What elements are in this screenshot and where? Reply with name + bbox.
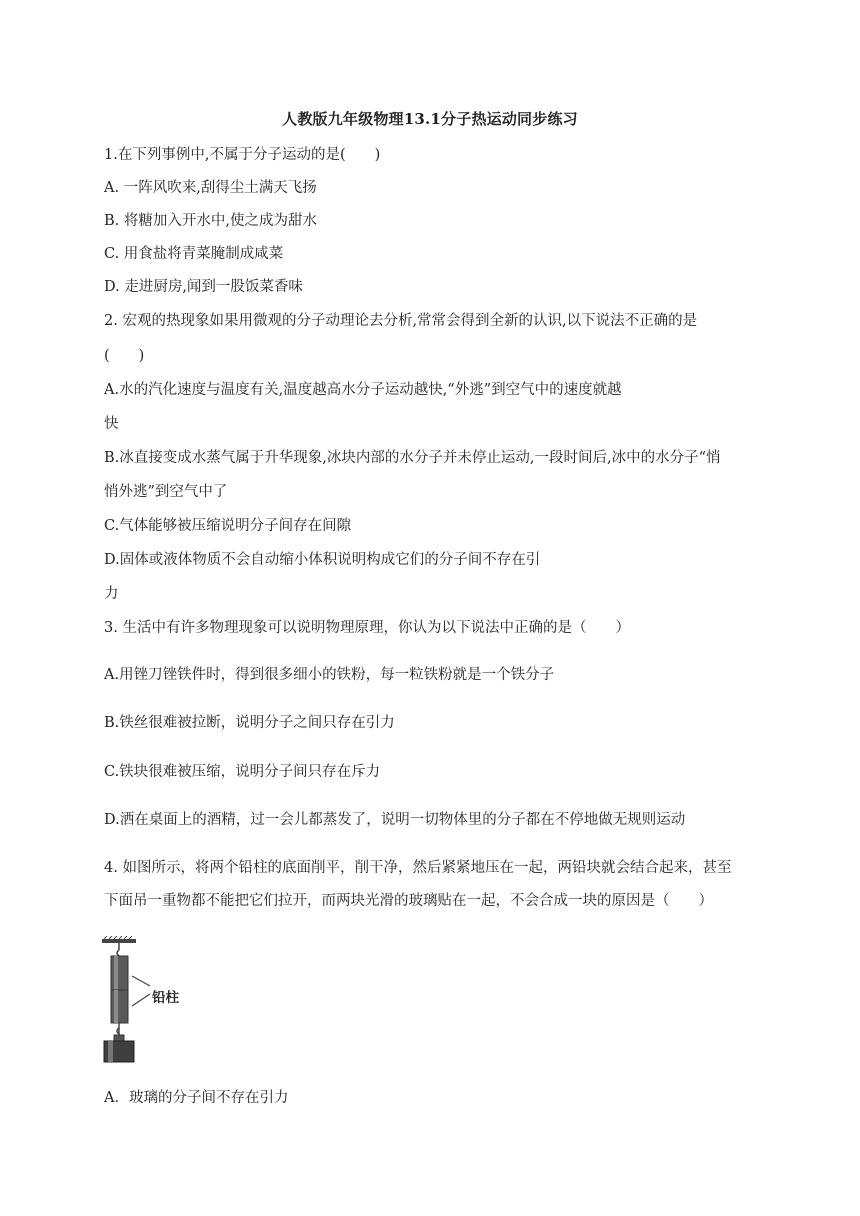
q2-option-d-continued: 力 <box>104 586 119 602</box>
q2-option-b: B.冰直接变成水蒸气属于升华现象,冰块内部的水分子并未停止运动,一段时间后,冰中的水分子“悄 <box>104 450 721 466</box>
q1-option-a: A. 一阵风吹来,刮得尘土满天飞扬 <box>104 180 317 196</box>
q2-stem: 2. 宏观的热现象如果用微观的分子动理论去分析,常常会得到全新的认识,以下说法不正确的是 <box>104 313 698 329</box>
q2-option-a: A.水的汽化速度与温度有关,温度越高水分子运动越快,“外逃”到空气中的速度就越 <box>104 382 622 398</box>
ceiling-support <box>102 939 136 943</box>
label-pointer-lower <box>132 994 150 1006</box>
figure-label-lead-cylinder: 铅柱 <box>152 990 179 1006</box>
q1-stem: 1.在下列事例中,不属于分子运动的是( ) <box>104 147 381 163</box>
lead-cylinder-lower <box>111 990 128 1023</box>
q3-option-b: B.铁丝很难被拉断，说明分子之间只存在引力 <box>104 715 395 731</box>
q4-stem: 4. 如图所示，将两个铅柱的底面削平，削干净，然后紧紧地压在一起，两铅块就会结合起来，甚至 <box>104 860 732 876</box>
q1-option-d: D. 走进厨房,闻到一股饭菜香味 <box>104 279 303 295</box>
q2-option-c: C.气体能够被压缩说明分子间存在间隙 <box>104 518 352 534</box>
q3-option-a: A.用锉刀锉铁件时，得到很多细小的铁粉，每一粒铁粉就是一个铁分子 <box>104 667 555 683</box>
q3-option-c: C.铁块很难被压缩，说明分子间只存在斥力 <box>104 764 381 780</box>
q2-option-a-continued: 快 <box>104 416 119 432</box>
q3-stem: 3. 生活中有许多物理现象可以说明物理原理，你认为以下说法中正确的是（ ） <box>104 620 630 636</box>
q2-stem-continued: ( ) <box>104 348 145 364</box>
q4-option-a: A．玻璃的分子间不存在引力 <box>104 1090 289 1106</box>
q1-option-c: C. 用食盐将青菜腌制成咸菜 <box>104 246 284 262</box>
q2-option-d: D.固体或液体物质不会自动缩小体积说明构成它们的分子间不存在引 <box>104 552 541 568</box>
lead-cylinder-upper <box>111 956 128 990</box>
label-pointer-upper <box>132 976 150 986</box>
q4-stem-continued: 下面吊一重物都不能把它们拉开，而两块光滑的玻璃贴在一起，不会合成一块的原因是（ ） <box>104 893 713 909</box>
q2-option-b-continued: 悄外逃”到空气中了 <box>104 484 228 500</box>
page-title: 人教版九年级物理13.1分子热运动同步练习 <box>282 110 578 128</box>
q1-option-b: B. 将糖加入开水中,使之成为甜水 <box>104 213 317 229</box>
q3-option-d: D.洒在桌面上的酒精，过一会儿都蒸发了，说明一切物体里的分子都在不停地做无规则运动 <box>104 812 686 828</box>
